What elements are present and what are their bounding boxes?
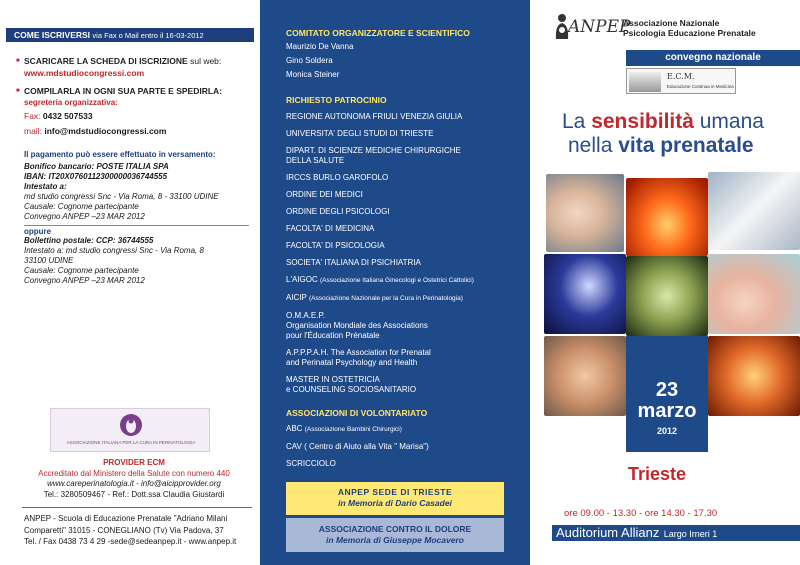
patrocinio-item: ORDINE DEI MEDICI bbox=[286, 190, 363, 199]
cell-photo bbox=[626, 256, 708, 336]
sperm-photo bbox=[544, 254, 626, 334]
patrocinio-title: RICHIESTO PATROCINIO bbox=[286, 95, 387, 105]
step1-url[interactable]: www.mdstudiocongressi.com bbox=[24, 68, 145, 78]
appph-2: and Perinatal Psychology and Health bbox=[286, 358, 418, 367]
baby-feet-photo bbox=[708, 254, 800, 334]
ecm-title: E.C.M. bbox=[667, 72, 695, 81]
aicip-item bbox=[286, 293, 526, 304]
cav-item: CAV ( Centro di Aiuto alla Vita " Marisa") bbox=[286, 442, 429, 451]
bonifico-block bbox=[24, 162, 256, 222]
anpep-logo bbox=[552, 12, 631, 40]
payment-title: Il pagamento può essere effettuato in versamento: bbox=[24, 150, 216, 159]
oppure: oppure bbox=[24, 225, 249, 236]
volont-title: ASSOCIAZIONI DI VOLONTARIATO bbox=[286, 408, 428, 418]
patrocinio-item: FACOLTA' DI MEDICINA bbox=[286, 224, 375, 233]
fax-line bbox=[24, 111, 254, 121]
bollettino-2: Intestato a: md studio congressi Snc - Via Roma, 8 bbox=[24, 246, 204, 255]
patrocinio-item: REGIONE AUTONOMA FRIULI VENEZIA GIULIA bbox=[286, 112, 463, 121]
appph-1: A.P.P.P.A.H. The Association for Prenatal bbox=[286, 348, 431, 357]
header-rest: via Fax o Mail entro il 16-03-2012 bbox=[92, 31, 204, 40]
step2-title: ■ COMPILARLA IN OGNI SUA PARTE E SPEDIRLA: bbox=[24, 86, 254, 96]
provider-title: PROVIDER ECM bbox=[103, 458, 165, 467]
bonifico-1: Bonifico bancario: POSTE ITALIA SPA bbox=[24, 162, 169, 171]
master-2: e COUNSELING SOCIOSANITARIO bbox=[286, 385, 417, 394]
step1 bbox=[24, 56, 254, 66]
aicip-b: (Associazione Nazionale per la Cura in Perinatologia) bbox=[308, 295, 463, 302]
fax-number: 0432 507533 bbox=[42, 111, 93, 121]
aigoc-b: (Associazione Italiana Ginecologi e Ostetrici Cattolici) bbox=[320, 277, 474, 284]
date-month: marzo bbox=[637, 400, 697, 422]
title-1a: La bbox=[562, 110, 592, 133]
omaep-1: O.M.A.E.P. bbox=[286, 311, 325, 320]
venue-name: Auditorium Allianz bbox=[556, 525, 660, 540]
patrocinio-item: FACOLTA' DI PSICOLOGIA bbox=[286, 241, 385, 250]
hours: ore 09.00 - 13.30 - ore 14.30 - 17.30 bbox=[564, 508, 718, 519]
provider-1: Accreditato dal Ministero della Salute con numero 440 bbox=[38, 468, 230, 478]
bonifico-5: Causale: Cognome partecipante bbox=[24, 202, 139, 211]
title-2b: vita prenatale bbox=[618, 134, 754, 157]
main-title-line1 bbox=[562, 110, 764, 134]
scricciolo-item: SCRICCIOLO bbox=[286, 459, 336, 468]
patrocinio-item: SOCIETA' ITALIANA DI PSICHIATRIA bbox=[286, 258, 421, 267]
bonifico-2: IBAN: IT20X0760112300000036744555 bbox=[24, 172, 168, 181]
footer-1: ANPEP - Scuola di Educazione Prenatale "Adriano Milani bbox=[24, 514, 228, 523]
mail-line bbox=[24, 126, 254, 136]
abc-b: (Associazione Bambini Chirurgici) bbox=[304, 426, 402, 433]
patrocinio-item: DELLA SALUTE bbox=[286, 156, 345, 165]
patrocinio-item: IRCCS BURLO GAROFOLO bbox=[286, 173, 389, 182]
title-1b: sensibilità bbox=[591, 110, 694, 133]
venue-bar bbox=[552, 525, 800, 541]
omaep-3: pour l'Éducation Prénatale bbox=[286, 331, 380, 340]
header-bold: COME ISCRIVERSI bbox=[14, 30, 91, 40]
memorial-box-2 bbox=[286, 518, 504, 552]
date-box bbox=[626, 336, 708, 452]
city: Trieste bbox=[628, 464, 687, 484]
bonifico-6: Convegno ANPEP –23 MAR 2012 bbox=[24, 212, 145, 221]
assoc-name-2: Psicologia Educazione Prenatale bbox=[623, 28, 756, 38]
aicpp-caption: ASSOCIAZIONE ITALIANA PER LA CURA IN PERINATOLOGIA bbox=[66, 440, 196, 445]
box1-line2: in Memoria di Dario Casadei bbox=[338, 498, 452, 508]
main-title-line2 bbox=[568, 134, 754, 158]
right-panel bbox=[532, 0, 800, 565]
comitato-member: Gino Soldera bbox=[286, 56, 333, 65]
aicpp-logo bbox=[50, 408, 210, 452]
bollettino-5: Convegno ANPEP –23 MAR 2012 bbox=[24, 276, 145, 285]
newborn-photo bbox=[544, 336, 626, 416]
logo-text: ANPEP bbox=[568, 17, 631, 37]
convegno-bar: convegno nazionale bbox=[626, 50, 800, 66]
assoc-name-1: Associazione Nazionale bbox=[623, 18, 720, 28]
step1-title: SCARICARE LA SCHEDA DI ISCRIZIONE bbox=[24, 56, 188, 66]
box1-line1: ANPEP SEDE DI TRIESTE bbox=[337, 487, 453, 497]
title-1c: umana bbox=[693, 110, 764, 133]
memorial-box-1 bbox=[286, 482, 504, 515]
box2-line1: ASSOCIAZIONE CONTRO IL DOLORE bbox=[318, 524, 472, 534]
bollettino-1: Bollettino postale: CCP: 36744555 bbox=[24, 236, 154, 245]
left-panel bbox=[0, 0, 258, 565]
venue-addr: Largo Irneri 1 bbox=[663, 529, 718, 539]
date-day: 23 bbox=[655, 379, 679, 401]
footer-2: Comparetti" 31015 - CONEGLIANO (Tv) Via Padova, 37 bbox=[24, 525, 224, 535]
fax-label: Fax: bbox=[24, 111, 41, 121]
ecm-subtitle: Educazione Continua in Medicina bbox=[667, 84, 734, 89]
title-2a: nella bbox=[568, 134, 619, 157]
footer-3: Tel. / Fax 0438 73 4 29 -sede@sedeanpep.it - www.anpep.it bbox=[24, 537, 237, 546]
tunnel-photo bbox=[708, 172, 800, 250]
step2-sub: segreteria organizzativa: bbox=[24, 98, 118, 107]
aicpp-emblem-icon bbox=[119, 412, 143, 438]
middle-panel bbox=[260, 0, 530, 565]
omaep-2: Organisation Mondiale des Associations bbox=[286, 321, 428, 330]
aicip-a: AICIP bbox=[286, 293, 307, 302]
patrocinio-item: DIPART. DI SCIENZE MEDICHE CHIRURGICHE bbox=[286, 146, 461, 155]
abc-item bbox=[286, 424, 526, 435]
mail-value[interactable]: info@mdstudiocongressi.com bbox=[44, 126, 167, 136]
step1-title-rest: sul web: bbox=[190, 56, 222, 66]
abc-a: ABC bbox=[286, 424, 303, 433]
provider-3: Tel.: 3280509467 - Ref.: Dott.ssa Claudia Giustardi bbox=[43, 489, 225, 499]
bollettino-block bbox=[24, 236, 256, 286]
comitato-title: COMITATO ORGANIZZATORE E SCIENTIFICO bbox=[286, 28, 470, 38]
comitato-member: Monica Steiner bbox=[286, 70, 340, 79]
registration-header bbox=[6, 28, 254, 42]
bonifico-3: Intestato a: bbox=[24, 182, 67, 191]
provider-2: www.careperinatologia.it - info@aicipprovider.org bbox=[47, 479, 221, 488]
bollettino-4: Causale: Cognome partecipante bbox=[24, 266, 139, 275]
fetus-photo-orange bbox=[626, 178, 708, 256]
date-year: 2012 bbox=[656, 426, 678, 436]
patrocinio-item: ORDINE DEGLI PSICOLOGI bbox=[286, 207, 390, 216]
bollettino-3: 33100 UDINE bbox=[24, 256, 74, 265]
embryo-photo bbox=[708, 336, 800, 416]
belly-photo bbox=[546, 174, 624, 252]
bonifico-4: md studio congressi Snc - Via Roma, 8 - 33100 UDINE bbox=[24, 192, 219, 201]
mail-label: mail: bbox=[24, 126, 42, 136]
ecm-logo bbox=[626, 68, 736, 94]
comitato-member: Maurizio De Vanna bbox=[286, 42, 354, 51]
master-1: MASTER IN OSTETRICIA bbox=[286, 375, 380, 384]
aigoc-a: L'AIGOC bbox=[286, 275, 318, 284]
aigoc-item bbox=[286, 275, 526, 286]
ecm-building-icon bbox=[629, 72, 661, 92]
patrocinio-item: UNIVERSITA' DEGLI STUDI DI TRIESTE bbox=[286, 129, 434, 138]
box2-line2: in Memoria di Giuseppe Mocavero bbox=[326, 535, 464, 545]
